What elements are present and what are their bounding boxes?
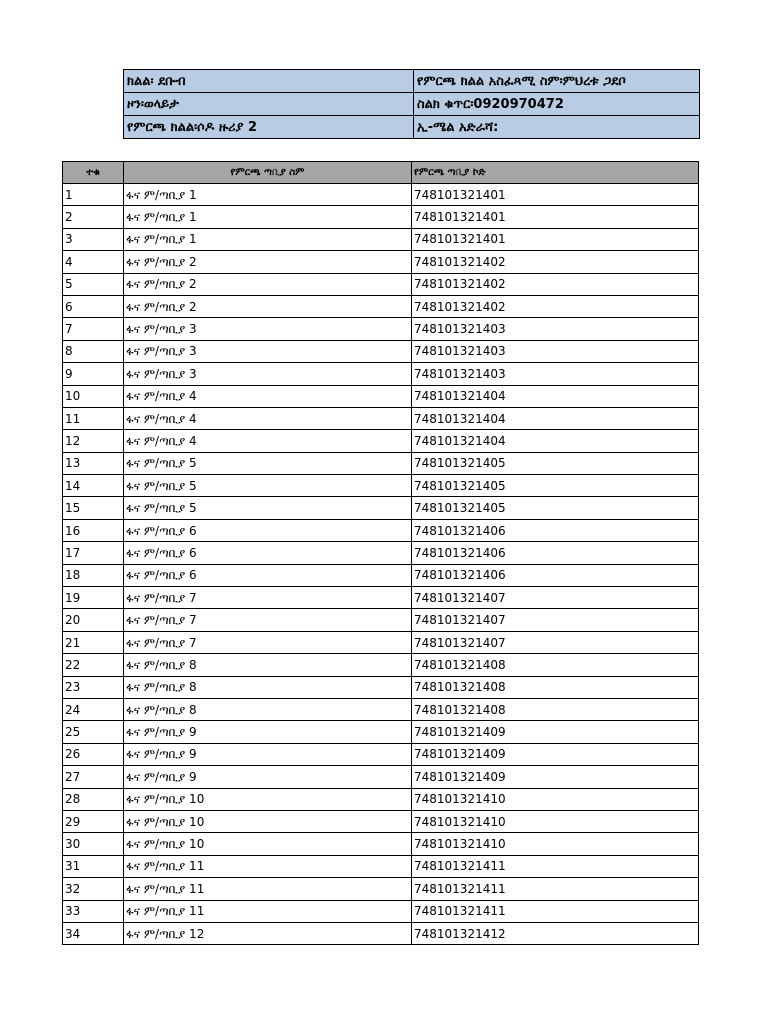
station-code-cell: 748101321408 bbox=[412, 654, 699, 676]
row-number-cell: 32 bbox=[63, 878, 124, 900]
station-name-cell: ፋና ም/ጣቢያ 6 bbox=[124, 519, 412, 541]
station-code-cell: 748101321403 bbox=[412, 318, 699, 340]
station-name-cell: ፋና ም/ጣቢያ 4 bbox=[124, 385, 412, 407]
info-row bbox=[124, 70, 700, 93]
station-code-cell: 748101321407 bbox=[412, 609, 699, 631]
table-header-row bbox=[63, 162, 699, 184]
station-name-cell: ፋና ም/ጣቢያ 10 bbox=[124, 788, 412, 810]
row-number-cell: 24 bbox=[63, 698, 124, 720]
table-row bbox=[63, 295, 699, 317]
row-number-cell: 8 bbox=[63, 340, 124, 362]
email-address: ኢ-ሜል አድራሻ: bbox=[414, 116, 700, 139]
station-code-cell: 748101321410 bbox=[412, 810, 699, 832]
constituency-label: የምርጫ ክልል፡ሶዶ ዙሪያ 2 bbox=[124, 116, 414, 139]
phone-number: ስልክ ቁጥር፡0920970472 bbox=[414, 93, 700, 116]
station-code-cell: 748101321409 bbox=[412, 743, 699, 765]
station-name-cell: ፋና ም/ጣቢያ 4 bbox=[124, 430, 412, 452]
column-header-station-name: የምርጫ ጣቢያ ስም bbox=[124, 162, 412, 184]
station-code-cell: 748101321408 bbox=[412, 676, 699, 698]
station-code-cell: 748101321409 bbox=[412, 721, 699, 743]
region-label: ክልል፡ ደቡብ bbox=[124, 70, 414, 93]
station-name-cell: ፋና ም/ጣቢያ 10 bbox=[124, 810, 412, 832]
station-code-cell: 748101321402 bbox=[412, 273, 699, 295]
row-number-cell: 34 bbox=[63, 922, 124, 944]
row-number-cell: 23 bbox=[63, 676, 124, 698]
row-number-cell: 18 bbox=[63, 564, 124, 586]
station-name-cell: ፋና ም/ጣቢያ 5 bbox=[124, 475, 412, 497]
info-row bbox=[124, 93, 700, 116]
station-code-cell: 748101321411 bbox=[412, 878, 699, 900]
row-number-cell: 3 bbox=[63, 228, 124, 250]
station-code-cell: 748101321406 bbox=[412, 519, 699, 541]
station-code-cell: 748101321403 bbox=[412, 340, 699, 362]
row-number-cell: 13 bbox=[63, 452, 124, 474]
table-row bbox=[63, 855, 699, 877]
row-number-cell: 14 bbox=[63, 475, 124, 497]
row-number-cell: 1 bbox=[63, 184, 124, 206]
table-row bbox=[63, 922, 699, 944]
row-number-cell: 16 bbox=[63, 519, 124, 541]
row-number-cell: 11 bbox=[63, 407, 124, 429]
station-name-cell: ፋና ም/ጣቢያ 7 bbox=[124, 609, 412, 631]
column-header-number: ተቁ bbox=[63, 162, 124, 184]
station-name-cell: ፋና ም/ጣቢያ 3 bbox=[124, 363, 412, 385]
zone-label: ዞን፡ወላይታ bbox=[124, 93, 414, 116]
station-code-cell: 748101321409 bbox=[412, 766, 699, 788]
row-number-cell: 25 bbox=[63, 721, 124, 743]
table-row bbox=[63, 698, 699, 720]
table-row bbox=[63, 766, 699, 788]
station-name-cell: ፋና ም/ጣቢያ 9 bbox=[124, 721, 412, 743]
station-name-cell: ፋና ም/ጣቢያ 2 bbox=[124, 251, 412, 273]
table-row bbox=[63, 475, 699, 497]
table-row bbox=[63, 631, 699, 653]
station-code-cell: 748101321401 bbox=[412, 228, 699, 250]
station-name-cell: ፋና ም/ጣቢያ 6 bbox=[124, 564, 412, 586]
row-number-cell: 4 bbox=[63, 251, 124, 273]
row-number-cell: 29 bbox=[63, 810, 124, 832]
row-number-cell: 26 bbox=[63, 743, 124, 765]
station-code-cell: 748101321405 bbox=[412, 452, 699, 474]
station-name-cell: ፋና ም/ጣቢያ 8 bbox=[124, 676, 412, 698]
row-number-cell: 6 bbox=[63, 295, 124, 317]
station-name-cell: ፋና ም/ጣቢያ 3 bbox=[124, 340, 412, 362]
station-name-cell: ፋና ም/ጣቢያ 10 bbox=[124, 833, 412, 855]
table-row bbox=[63, 228, 699, 250]
table-row bbox=[63, 452, 699, 474]
row-number-cell: 7 bbox=[63, 318, 124, 340]
station-code-cell: 748101321403 bbox=[412, 363, 699, 385]
station-name-cell: ፋና ም/ጣቢያ 8 bbox=[124, 698, 412, 720]
row-number-cell: 10 bbox=[63, 385, 124, 407]
table-row bbox=[63, 833, 699, 855]
row-number-cell: 33 bbox=[63, 900, 124, 922]
row-number-cell: 19 bbox=[63, 587, 124, 609]
station-code-cell: 748101321412 bbox=[412, 922, 699, 944]
station-code-cell: 748101321405 bbox=[412, 497, 699, 519]
station-code-cell: 748101321411 bbox=[412, 855, 699, 877]
row-number-cell: 28 bbox=[63, 788, 124, 810]
table-row bbox=[63, 900, 699, 922]
station-name-cell: ፋና ም/ጣቢያ 4 bbox=[124, 407, 412, 429]
table-row bbox=[63, 542, 699, 564]
station-name-cell: ፋና ም/ጣቢያ 8 bbox=[124, 654, 412, 676]
table-row bbox=[63, 407, 699, 429]
station-name-cell: ፋና ም/ጣቢያ 7 bbox=[124, 631, 412, 653]
station-code-cell: 748101321404 bbox=[412, 430, 699, 452]
station-code-cell: 748101321407 bbox=[412, 587, 699, 609]
table-row bbox=[63, 363, 699, 385]
station-code-cell: 748101321401 bbox=[412, 184, 699, 206]
station-code-cell: 748101321404 bbox=[412, 407, 699, 429]
table-row bbox=[63, 878, 699, 900]
station-name-cell: ፋና ም/ጣቢያ 11 bbox=[124, 855, 412, 877]
table-row bbox=[63, 519, 699, 541]
table-row bbox=[63, 788, 699, 810]
station-code-cell: 748101321405 bbox=[412, 475, 699, 497]
table-row bbox=[63, 654, 699, 676]
table-row bbox=[63, 497, 699, 519]
station-code-cell: 748101321402 bbox=[412, 295, 699, 317]
row-number-cell: 2 bbox=[63, 206, 124, 228]
row-number-cell: 5 bbox=[63, 273, 124, 295]
station-name-cell: ፋና ም/ጣቢያ 3 bbox=[124, 318, 412, 340]
row-number-cell: 21 bbox=[63, 631, 124, 653]
station-name-cell: ፋና ም/ጣቢያ 9 bbox=[124, 766, 412, 788]
row-number-cell: 30 bbox=[63, 833, 124, 855]
election-officer-name: የምርጫ ክልል አስፈጻሚ ስም፡ምህረቱ ጋደቦ bbox=[414, 70, 700, 93]
station-name-cell: ፋና ም/ጣቢያ 11 bbox=[124, 878, 412, 900]
row-number-cell: 20 bbox=[63, 609, 124, 631]
row-number-cell: 9 bbox=[63, 363, 124, 385]
station-name-cell: ፋና ም/ጣቢያ 7 bbox=[124, 587, 412, 609]
table-row bbox=[63, 251, 699, 273]
station-code-cell: 748101321406 bbox=[412, 542, 699, 564]
table-row bbox=[63, 810, 699, 832]
station-code-cell: 748101321408 bbox=[412, 698, 699, 720]
table-row bbox=[63, 609, 699, 631]
station-code-cell: 748101321407 bbox=[412, 631, 699, 653]
info-header-table bbox=[123, 69, 700, 139]
table-row bbox=[63, 564, 699, 586]
station-name-cell: ፋና ም/ጣቢያ 5 bbox=[124, 497, 412, 519]
table-row bbox=[63, 676, 699, 698]
table-row bbox=[63, 743, 699, 765]
station-code-cell: 748101321406 bbox=[412, 564, 699, 586]
station-name-cell: ፋና ም/ጣቢያ 9 bbox=[124, 743, 412, 765]
column-header-station-code: የምርጫ ጣቢያ ኮድ bbox=[412, 162, 699, 184]
station-name-cell: ፋና ም/ጣቢያ 12 bbox=[124, 922, 412, 944]
table-row bbox=[63, 340, 699, 362]
station-code-cell: 748101321401 bbox=[412, 206, 699, 228]
station-name-cell: ፋና ም/ጣቢያ 1 bbox=[124, 228, 412, 250]
station-code-cell: 748101321402 bbox=[412, 251, 699, 273]
row-number-cell: 27 bbox=[63, 766, 124, 788]
station-name-cell: ፋና ም/ጣቢያ 1 bbox=[124, 184, 412, 206]
table-row bbox=[63, 430, 699, 452]
info-row bbox=[124, 116, 700, 139]
row-number-cell: 31 bbox=[63, 855, 124, 877]
table-row bbox=[63, 587, 699, 609]
table-row bbox=[63, 385, 699, 407]
station-code-cell: 748101321411 bbox=[412, 900, 699, 922]
station-name-cell: ፋና ም/ጣቢያ 5 bbox=[124, 452, 412, 474]
station-name-cell: ፋና ም/ጣቢያ 6 bbox=[124, 542, 412, 564]
row-number-cell: 12 bbox=[63, 430, 124, 452]
station-name-cell: ፋና ም/ጣቢያ 11 bbox=[124, 900, 412, 922]
row-number-cell: 17 bbox=[63, 542, 124, 564]
table-row bbox=[63, 318, 699, 340]
row-number-cell: 15 bbox=[63, 497, 124, 519]
station-code-cell: 748101321410 bbox=[412, 833, 699, 855]
row-number-cell: 22 bbox=[63, 654, 124, 676]
station-code-cell: 748101321410 bbox=[412, 788, 699, 810]
table-row bbox=[63, 184, 699, 206]
polling-stations-table bbox=[62, 161, 699, 945]
station-name-cell: ፋና ም/ጣቢያ 2 bbox=[124, 295, 412, 317]
table-row bbox=[63, 721, 699, 743]
station-name-cell: ፋና ም/ጣቢያ 1 bbox=[124, 206, 412, 228]
station-name-cell: ፋና ም/ጣቢያ 2 bbox=[124, 273, 412, 295]
table-row bbox=[63, 273, 699, 295]
table-row bbox=[63, 206, 699, 228]
station-code-cell: 748101321404 bbox=[412, 385, 699, 407]
